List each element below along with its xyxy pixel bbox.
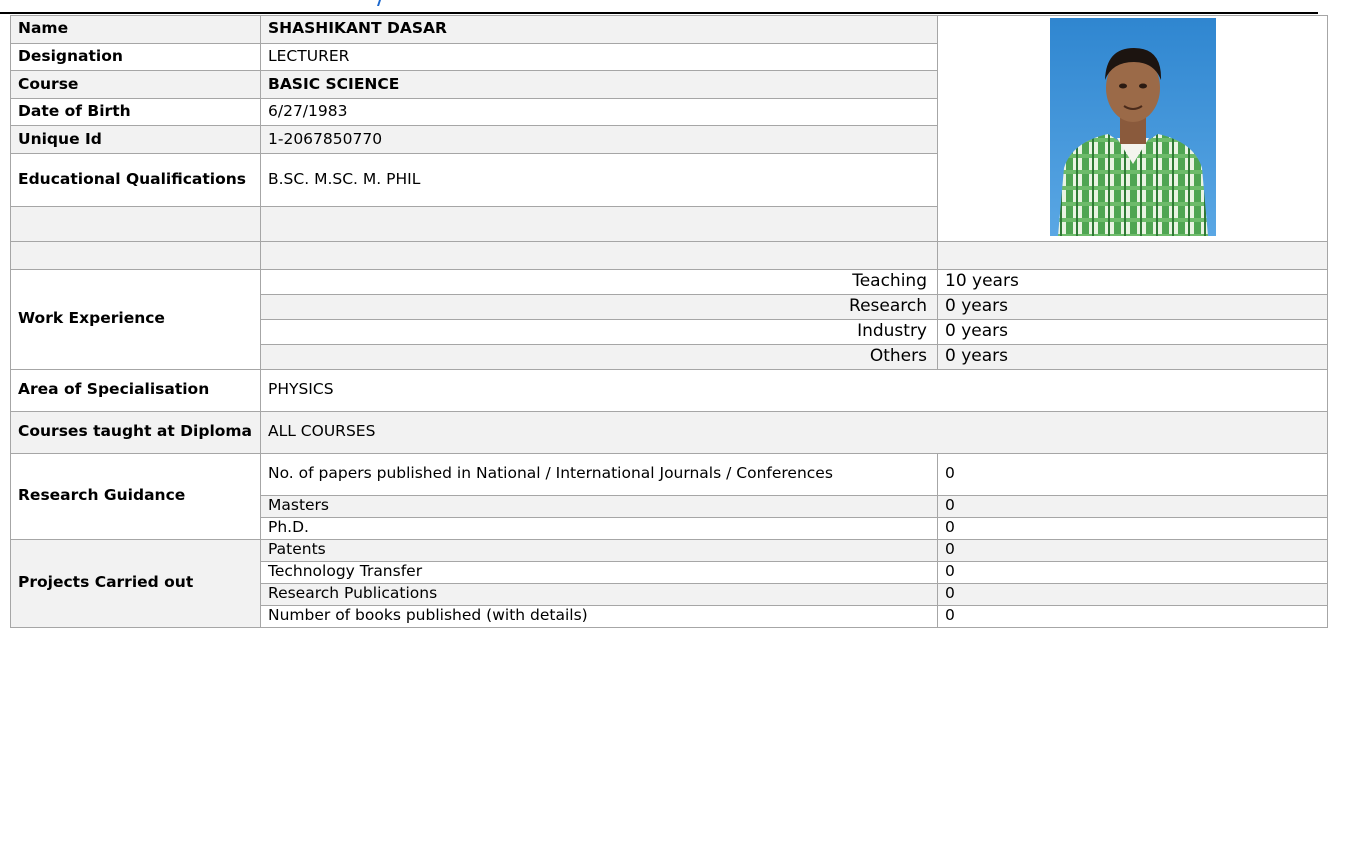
empty-cell (261, 241, 938, 269)
designation-label: Designation (11, 43, 261, 71)
work-type: Industry (261, 319, 938, 344)
unique-id-label: Unique Id (11, 126, 261, 154)
work-years: 0 years (938, 344, 1328, 369)
row-courses-taught (11, 411, 1328, 453)
research-count: 0 (938, 453, 1328, 495)
education-label: Educational Qualifications (11, 153, 261, 206)
course-value: BASIC SCIENCE (261, 71, 938, 99)
projects-label: Projects Carried out (11, 539, 261, 627)
header-text-fragment (374, 0, 384, 8)
unique-id-value: 1-2067850770 (261, 126, 938, 154)
row-name (11, 16, 1328, 44)
project-item: Patents (261, 539, 938, 561)
project-count: 0 (938, 605, 1328, 627)
profile-photo (1050, 18, 1216, 236)
empty-cell (11, 241, 261, 269)
work-type: Teaching (261, 269, 938, 294)
courses-taught-value: ALL COURSES (261, 411, 1328, 453)
work-years: 0 years (938, 319, 1328, 344)
research-guidance-label: Research Guidance (11, 453, 261, 539)
row-project-patents (11, 539, 1328, 561)
project-item: Research Publications (261, 583, 938, 605)
empty-cell (261, 206, 938, 241)
project-count: 0 (938, 539, 1328, 561)
name-value: SHASHIKANT DASAR (261, 16, 938, 44)
work-years: 10 years (938, 269, 1328, 294)
project-count: 0 (938, 561, 1328, 583)
row-specialisation (11, 369, 1328, 411)
work-type: Research (261, 294, 938, 319)
research-item: No. of papers published in National / International Journals / Conferences (261, 453, 938, 495)
research-item: Masters (261, 495, 938, 517)
row-research-papers (11, 453, 1328, 495)
empty-cell (938, 241, 1328, 269)
education-value: B.SC. M.SC. M. PHIL (261, 153, 938, 206)
course-label: Course (11, 71, 261, 99)
empty-row (11, 241, 1328, 269)
dob-label: Date of Birth (11, 98, 261, 126)
photo-cell (938, 16, 1328, 242)
faculty-profile-table (10, 15, 1328, 628)
courses-taught-label: Courses taught at Diploma (11, 411, 261, 453)
row-work-teaching (11, 269, 1328, 294)
specialisation-label: Area of Specialisation (11, 369, 261, 411)
project-count: 0 (938, 583, 1328, 605)
header-rule (0, 12, 1318, 14)
work-experience-label: Work Experience (11, 269, 261, 369)
research-item: Ph.D. (261, 517, 938, 539)
empty-cell (11, 206, 261, 241)
work-type: Others (261, 344, 938, 369)
specialisation-value: PHYSICS (261, 369, 1328, 411)
research-count: 0 (938, 495, 1328, 517)
project-item: Number of books published (with details) (261, 605, 938, 627)
name-label: Name (11, 16, 261, 44)
research-count: 0 (938, 517, 1328, 539)
designation-value: LECTURER (261, 43, 938, 71)
project-item: Technology Transfer (261, 561, 938, 583)
dob-value: 6/27/1983 (261, 98, 938, 126)
work-years: 0 years (938, 294, 1328, 319)
